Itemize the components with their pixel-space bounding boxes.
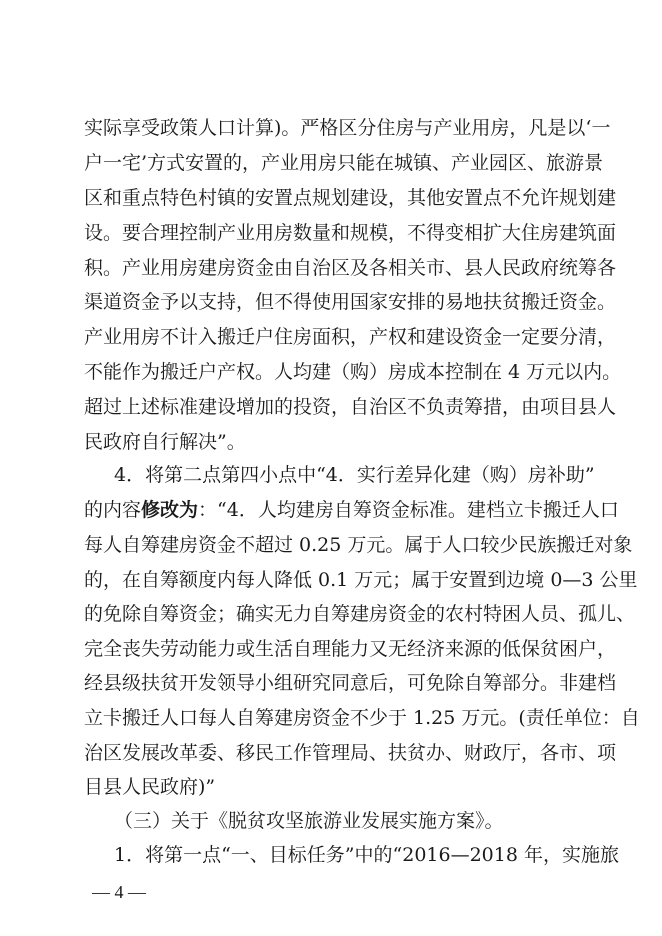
page-number: — 4 — xyxy=(92,882,146,902)
body-line: 每人自筹建房资金不超过 0.25 万元。属于人口较少民族搬迁对象 xyxy=(84,534,633,556)
body-line: 设。要合理控制产业用房数量和规模，不得变相扩大住房建筑面 xyxy=(84,222,617,244)
body-line: 立卡搬迁人口每人自筹建房资金不少于 1.25 万元。(责任单位：自 xyxy=(84,707,640,729)
body-line: 产业用房不计入搬迁户住房面积，产权和建设资金一定要分清， xyxy=(84,326,617,348)
body-line: 区和重点特色村镇的安置点规划建设，其他安置点不允许规划建 xyxy=(84,187,617,209)
body-line: 经县级扶贫开发领导小组研究同意后，可免除自筹部分。非建档 xyxy=(84,672,617,694)
body-line xyxy=(84,498,619,522)
body-line: 1．将第一点“一、目标任务”中的“2016—2018 年，实施旅 xyxy=(114,844,619,866)
body-line: 不能作为搬迁户产权。人均建（购）房成本控制在 4 万元以内。 xyxy=(84,361,622,383)
body-line: 治区发展改革委、移民工作管理局、扶贫办、财政厅，各市、项 xyxy=(84,742,617,764)
section-heading: （三）关于《脱贫攻坚旅游业发展实施方案》。 xyxy=(114,810,504,832)
bold-text-segment: 修改为 xyxy=(141,499,199,521)
text-segment: 的内容 xyxy=(84,499,142,521)
body-line: 超过上述标准建设增加的投资，自治区不负责筹措，由项目县人 xyxy=(84,396,617,418)
body-line: 户一宅’方式安置的，产业用房只能在城镇、产业园区、旅游景 xyxy=(84,152,604,174)
body-line: 的，在自筹额度内每人降低 0.1 万元；属于安置到边境 0—3 公里 xyxy=(84,569,638,591)
body-line: 渠道资金予以支持，但不得使用国家安排的易地扶贫搬迁资金。 xyxy=(84,291,617,313)
body-line: 积。产业用房建房资金由自治区及各相关市、县人民政府统筹各 xyxy=(84,257,617,279)
body-line: 的免除自筹资金；确实无力自筹建房资金的农村特困人员、孤儿、 xyxy=(84,603,636,625)
text-segment: ：“4．人均建房自筹资金标准。建档立卡搬迁人口 xyxy=(198,499,619,521)
body-line: 民政府自行解决”。 xyxy=(84,431,246,453)
body-line: 实际享受政策人口计算)。严格区分住房与产业用房，凡是以‘一 xyxy=(84,117,611,139)
body-line: 目县人民政府)” xyxy=(84,776,216,798)
body-line: 4．将第二点第四小点中“4．实行差异化建（购）房补助” xyxy=(114,464,595,486)
body-line: 完全丧失劳动能力或生活自理能力又无经济来源的低保贫困户， xyxy=(84,638,617,660)
